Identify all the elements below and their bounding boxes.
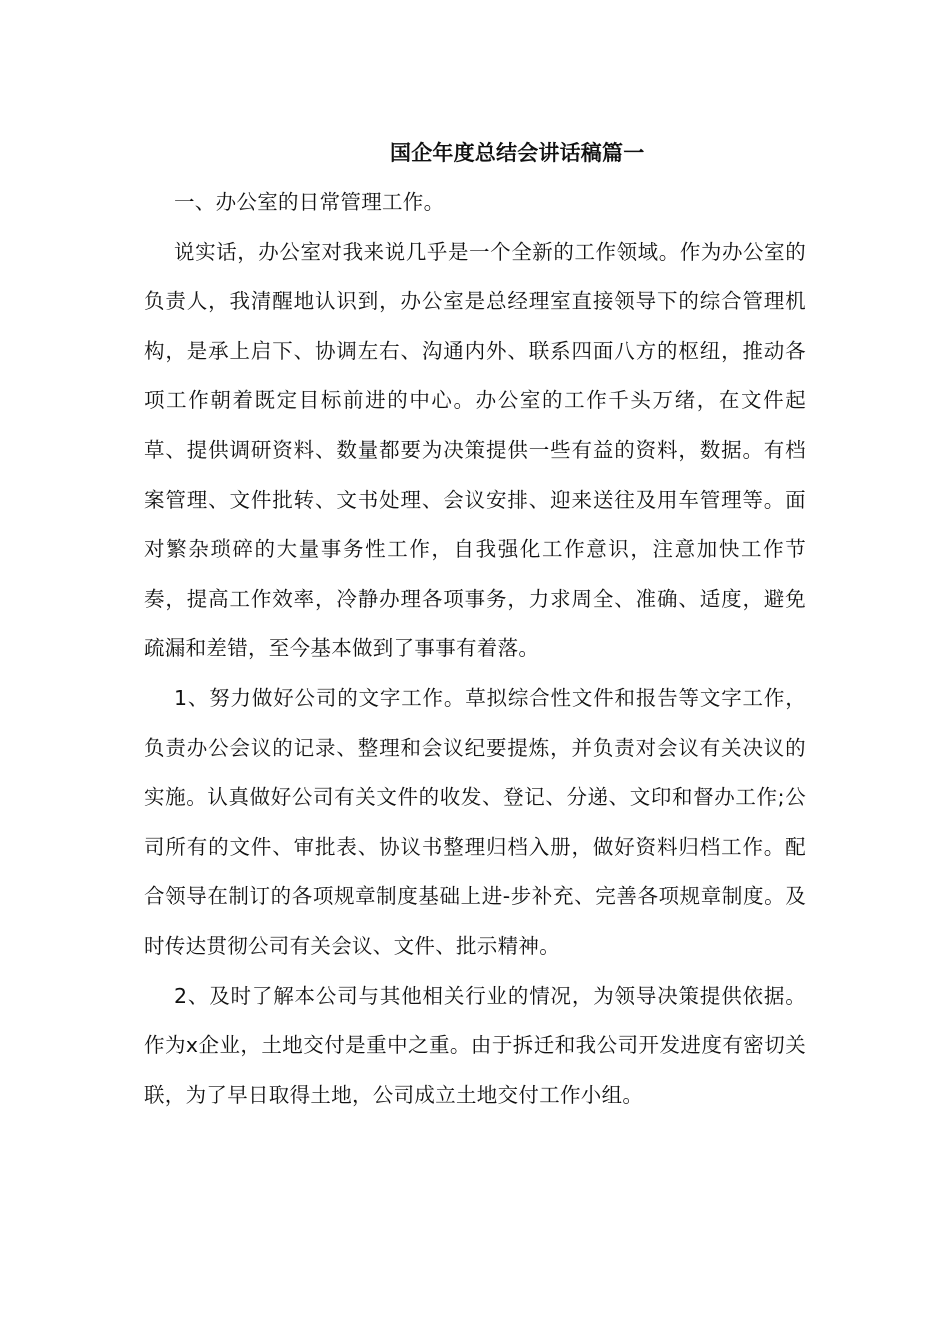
document-title: 国企年度总结会讲话稿篇一 — [390, 141, 645, 165]
paragraph-item-2: 2、及时了解本公司与其他相关行业的情况，为领导决策提供依据。作为x企业，土地交付是重中之重。由于拆迁和我公司开发进度有密切关联，为了早日取得土地，公司成立土地交付工作小组。 — [144, 983, 806, 1107]
document-body — [144, 128, 806, 1120]
paragraph-item-1: 1、努力做好公司的文字工作。草拟综合性文件和报告等文字工作，负责办公会议的记录、整理和会议纪要提炼，并负责对会议有关决议的实施。认真做好公司有关文件的收发、登记、分递、文印和督办工作;公司所有的文件、审批表、协议书整理归档入册，做好资料归档工作。配合领导在制订的各项规章制度基础上进-步补充、完善各项规章制度。及时传达贯彻公司有关会议、文件、批示精神。 — [144, 685, 806, 958]
section-heading: 一、办公室的日常管理工作。 — [174, 190, 445, 214]
paragraph-intro: 说实话，办公室对我来说几乎是一个全新的工作领域。作为办公室的负责人，我清醒地认识到，办公室是总经理室直接领导下的综合管理机构，是承上启下、协调左右、沟通内外、联系四面八方的枢纽，推动各项工作朝着既定目标前进的中心。办公室的工作千头万绪，在文件起草、提供调研资料、数量都要为决策提供一些有益的资料，数据。有档案管理、文件批转、文书处理、会议安排、迎来送往及用车管理等。面对繁杂琐碎的大量事务性工作，自我强化工作意识，注意加快工作节奏，提高工作效率，冷静办理各项事务，力求周全、准确、适度，避免疏漏和差错，至今基本做到了事事有着落。 — [144, 239, 806, 661]
